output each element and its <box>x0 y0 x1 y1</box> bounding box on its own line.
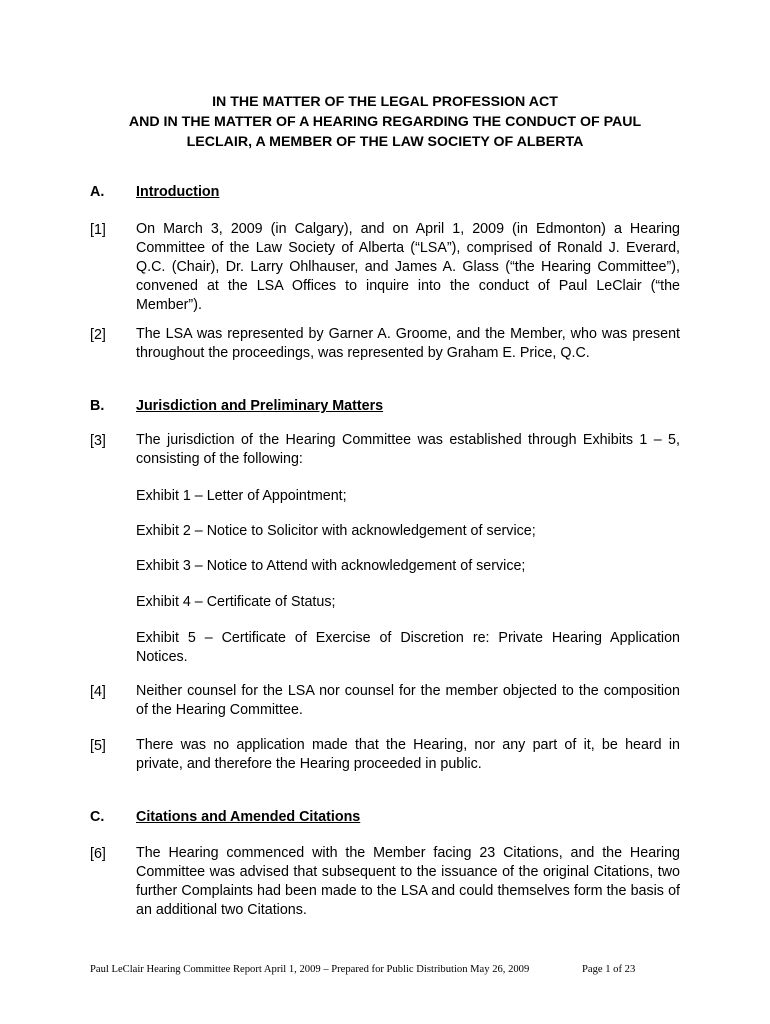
section-letter: B. <box>90 398 105 414</box>
paragraph-text: The LSA was represented by Garner A. Groome, and the Member, who was present throughout the proceedings, was represented by Graham E. Price, Q.C. <box>136 326 680 361</box>
paragraph-text: The Hearing commenced with the Member facing 23 Citations, and the Hearing Committee was advised that subsequent to the issuance of the original Citations, two further Complaints had been made to the LSA and could themselves form the basis of an additional two Citations. <box>136 845 680 918</box>
exhibit-4: Exhibit 4 – Certificate of Status; <box>136 594 336 610</box>
paragraph-text: There was no application made that the Hearing, nor any part of it, be heard in private, and therefore the Hearing proceeded in public. <box>136 737 680 772</box>
title-line-1: IN THE MATTER OF THE LEGAL PROFESSION ACT <box>212 94 558 110</box>
footer-text: Paul LeClair Hearing Committee Report April 1, 2009 – Prepared for Public Distribution May 26, 2009 <box>90 964 530 975</box>
paragraph-number: [3] <box>90 433 106 449</box>
paragraph-number: [6] <box>90 846 106 862</box>
document-title <box>90 92 680 152</box>
title-line-3: LECLAIR, A MEMBER OF THE LAW SOCIETY OF ALBERTA <box>186 134 584 150</box>
paragraph-text: Neither counsel for the LSA nor counsel for the member objected to the composition of the Hearing Committee. <box>136 683 680 718</box>
title-line-2: AND IN THE MATTER OF A HEARING REGARDING THE CONDUCT OF PAUL <box>128 114 642 130</box>
paragraph-number: [1] <box>90 222 106 238</box>
section-heading-text: Citations and Amended Citations <box>136 809 361 825</box>
paragraph-number: [2] <box>90 327 106 343</box>
exhibit-5: Exhibit 5 – Certificate of Exercise of Discretion re: Private Hearing Application Notices. <box>136 630 680 665</box>
section-letter: A. <box>90 184 105 200</box>
section-heading-text: Introduction <box>136 184 220 200</box>
exhibit-1: Exhibit 1 – Letter of Appointment; <box>136 488 347 504</box>
section-heading-text: Jurisdiction and Preliminary Matters <box>136 398 384 414</box>
paragraph-text: On March 3, 2009 (in Calgary), and on April 1, 2009 (in Edmonton) a Hearing Committee of the Law Society of Alberta (“LSA”), comprised of Ronald J. Everard, Q.C. (Chair), Dr. Larry Ohlhauser, and James A. Glass (“the Hearing Committee”), convened at the LSA Offices to inquire into the conduct of Paul LeClair (“the Member”). <box>136 221 680 313</box>
paragraph-number: [4] <box>90 684 106 700</box>
paragraph-number: [5] <box>90 738 106 754</box>
exhibit-2: Exhibit 2 – Notice to Solicitor with acknowledgement of service; <box>136 523 536 539</box>
exhibit-3: Exhibit 3 – Notice to Attend with acknowledgement of service; <box>136 558 526 574</box>
page-number: Page 1 of 23 <box>582 964 636 975</box>
paragraph-text: The jurisdiction of the Hearing Committee was established through Exhibits 1 – 5, consisting of the following: <box>136 432 680 467</box>
section-letter: C. <box>90 809 105 825</box>
page-footer <box>90 964 680 975</box>
